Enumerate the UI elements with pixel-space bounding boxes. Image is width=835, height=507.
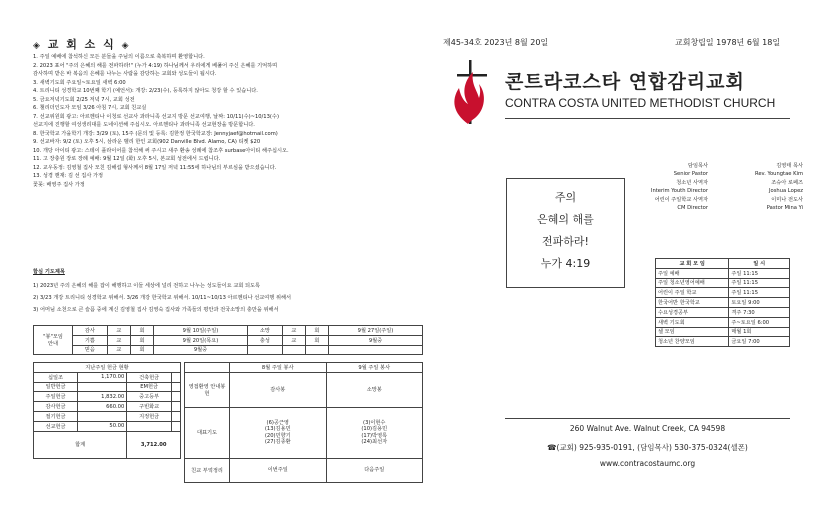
finance-cell xyxy=(172,411,181,421)
meeting-time: 매월 1회 xyxy=(729,327,790,337)
meetings-header: 교 회 모 임 xyxy=(656,259,729,269)
meeting-time: 주~토요일 6:00 xyxy=(729,317,790,327)
schedule-cell: 회 xyxy=(305,335,328,345)
news-item: 7. 선교위원회 광고: 아르헨티나 이청로 선교사 과라니족 선교지 방문 선교여행, 날짜: 10/11(수)~10/13(수) xyxy=(33,113,279,120)
staff-name xyxy=(708,179,803,195)
staff-name-ko: 이미나 전도사 xyxy=(771,197,803,203)
finance-cell: 중고등부 xyxy=(127,392,172,402)
meeting-name: 청소년 찬양모임 xyxy=(656,337,729,347)
news-item: 감사하며 받은 바 복음의 은혜를 나누는 사람을 감당하는 교회와 성도들이 됩시다. xyxy=(33,71,217,77)
staff-role xyxy=(628,162,708,178)
meeting-row xyxy=(656,327,790,337)
phone-text: (교회) 925-935-0191, (담임목사) 530-375-0324(셀폰) xyxy=(556,443,748,452)
finance-cell: 선교헌금 xyxy=(34,421,78,431)
staff-role xyxy=(628,179,708,195)
meeting-row xyxy=(656,317,790,327)
motto-line: 전파하라! xyxy=(542,235,589,248)
finance-row xyxy=(34,372,181,382)
meeting-time: 주일 11:15 xyxy=(729,288,790,298)
schedule-cell: 충성 xyxy=(247,335,282,345)
meeting-row xyxy=(656,278,790,288)
duty-aug: 감사봉 xyxy=(230,372,327,407)
news-item: 1. 주일 예배에 참석하신 모든 분들을 주님의 이름으로 축복하며 환영합니다. xyxy=(33,54,205,60)
diamond-icon: ◈ xyxy=(33,41,42,51)
duty-aug: 이번주일 xyxy=(230,458,327,482)
fellowship-schedule-table xyxy=(33,325,423,355)
news-item: 6. 챌리더인도자 모임 3/26 아침 7시, 교회 친교실 xyxy=(33,105,147,111)
finance-row xyxy=(34,392,181,402)
staff-name-ko: 김영태 목사 xyxy=(776,163,803,169)
news-item: 3. 새벽기도회 주요일~토요일 새벽 6:00 xyxy=(33,79,126,86)
finance-cell xyxy=(127,421,172,431)
staff-role-en: Senior Pastor xyxy=(673,171,708,177)
schedule-cell: 회 xyxy=(130,326,153,336)
finance-cell: 1,170.00 xyxy=(77,372,126,382)
duty-header-aug: 8월 주일 봉사 xyxy=(230,363,327,373)
news-item: 11. 고 장충원 장로 장례 예배: 9월 12일 (화) 오후 5시, 본교회 성전에서 드립니다. xyxy=(33,156,221,162)
schedule-cell: 소망 xyxy=(247,326,282,336)
schedule-cell: 회 xyxy=(130,335,153,345)
meeting-name: 주일 예배 xyxy=(656,268,729,278)
news-item: 8. 한국학교 가을학기 개강: 3/29 (토), 15주 (문의 및 등록: 김한정 한국학교장: Jennyjaef@hotmail.com) xyxy=(33,130,278,137)
prayer-list xyxy=(33,280,291,316)
motto-line: 주의 xyxy=(554,191,577,204)
finance-cell xyxy=(172,392,181,402)
meeting-time: 금요일 7:00 xyxy=(729,337,790,347)
schedule-cell: 감사 xyxy=(73,326,108,336)
staff-name-en: Rev. Youngtae Kim xyxy=(755,171,803,177)
finance-cell: 감사헌금 xyxy=(34,402,78,412)
church-address: 260 Walnut Ave. Walnut Creek, CA 94598 xyxy=(569,424,726,433)
motto-line: 은혜의 해를 xyxy=(537,213,594,226)
schedule-cell: 교 xyxy=(282,335,305,345)
schedule-cell: 9월중 xyxy=(328,335,422,345)
news-item: 9. 선교바자: 9/2 (토) 오후 5시, 삼라운 벨리 한인 교회(902 Danville Blvd. Alamo, CA) 티켓 $20 xyxy=(33,139,261,145)
finance-header: 지난주일 헌금 현황 xyxy=(34,363,181,373)
news-item: 선교지에 진행할 여성생리대를 도네이션해 주십시오. 아르헨티나 과라니족 선교현장을 방문합니다. xyxy=(33,122,255,128)
staff-role xyxy=(628,196,708,212)
duty-row xyxy=(185,458,423,482)
schedule-cell xyxy=(328,345,422,355)
meeting-name: 주일 청소년영어예배 xyxy=(656,278,729,288)
finance-cell: 지정헌금 xyxy=(127,411,172,421)
footer-divider xyxy=(505,418,790,419)
meeting-name: 수요성경공부 xyxy=(656,307,729,317)
staff-name xyxy=(708,162,803,178)
news-item: 10. 개당 아이티 광고: 스테이 플라이어를 참석해 써 주시고 새주 환송 성례에 참조후 surbase아이티 해주십시오. xyxy=(33,147,289,154)
phone-icon: ☎ xyxy=(547,443,557,452)
cross-and-flame-logo xyxy=(447,58,497,126)
finance-cell: 절기헌금 xyxy=(34,411,78,421)
meeting-row xyxy=(656,337,790,347)
finance-cell xyxy=(172,372,181,382)
prayer-title: 함심 기도제목 xyxy=(33,269,65,275)
duty-row xyxy=(185,372,423,407)
schedule-cell: 9월중 xyxy=(154,345,248,355)
church-website[interactable]: www.contracostaumc.org xyxy=(599,459,696,468)
schedule-cell: 교 xyxy=(107,326,130,336)
church-name-english: CONTRA COSTA UNITED METHODIST CHURCH xyxy=(505,96,776,110)
church-name-korean: 콘트라코스타 연합감리교회 xyxy=(505,71,745,93)
church-meetings-table xyxy=(655,258,790,347)
staff-list xyxy=(628,162,808,213)
news-item: 12. 교우동정: 김영철 집사 모친 김해섭 형사께서 8월 17일 저녁 11:55에 하나님의 부르심을 받으셨습니다. xyxy=(33,164,277,171)
motto-box xyxy=(506,178,625,288)
prayer-item: 2) 3/23 개강 트리니티 성경학교 위해서. 3/26 개강 한국학교 위해서. 10/11~10/13 아르헨티나 선교여행 위해서 xyxy=(33,295,291,301)
news-item: 4. 트리니티 성경학교 10번째 학기 (예언서): 개강: 2/23(수), 등록하지 않아도 청강 할 수 있습니다. xyxy=(33,88,258,94)
staff-role-ko: 청소년 사역자 xyxy=(676,180,708,186)
schedule-cell: 기쁨 xyxy=(73,335,108,345)
motto-reference: 누가 4:19 xyxy=(540,257,591,270)
schedule-label xyxy=(34,326,73,355)
staff-name-en: Joshua Lopez xyxy=(769,188,803,194)
finance-total-row xyxy=(34,431,181,458)
finance-cell: 건축헌금 xyxy=(127,372,172,382)
duty-header-row xyxy=(185,363,423,373)
church-phone xyxy=(505,442,790,453)
schedule-cell: 교 xyxy=(107,335,130,345)
staff-name-ko: 조슈아 로페즈 xyxy=(771,180,803,186)
founded-date: 교회창립일 1978년 6월 18일 xyxy=(675,38,781,47)
duty-label: 대표기도 xyxy=(185,407,230,458)
staff-role-en: CM Director xyxy=(677,205,708,211)
meeting-time: 주일 11:15 xyxy=(729,278,790,288)
meeting-row xyxy=(656,288,790,298)
prayer-item: 1) 2023년 주의 은혜의 해를 잡이 해행하고 이들 세상에 널리 전하고 나누는 성도들이요 교회 되도록 xyxy=(33,283,261,289)
finance-cell xyxy=(172,402,181,412)
schedule-label-line: 안내 xyxy=(47,341,59,348)
finance-cell: 십일조 xyxy=(34,372,78,382)
meeting-row xyxy=(656,298,790,308)
staff-entry xyxy=(628,196,808,212)
duty-sep: 소망봉 xyxy=(326,372,423,407)
news-item: 꽃꽂: 배영주 집사 가정 xyxy=(33,181,85,188)
schedule-cell: 교 xyxy=(107,345,130,355)
duty-label: 친교 부엌정리 xyxy=(185,458,230,482)
finance-cell xyxy=(77,411,126,421)
finance-row xyxy=(34,382,181,392)
offering-table xyxy=(33,362,181,459)
duty-row xyxy=(185,407,423,458)
schedule-cell: 9월 20일(목요) xyxy=(154,335,248,345)
duty-header-blank xyxy=(185,363,230,373)
schedule-cell xyxy=(305,345,328,355)
finance-total-label: 합계 xyxy=(34,431,127,458)
meetings-header: 일 시 xyxy=(729,259,790,269)
finance-row xyxy=(34,411,181,421)
header-divider xyxy=(505,118,790,119)
finance-cell xyxy=(172,382,181,392)
meeting-time: 주일 11:15 xyxy=(729,268,790,278)
finance-cell xyxy=(77,382,126,392)
schedule-cell xyxy=(282,345,305,355)
finance-header-row xyxy=(34,363,181,373)
meeting-row xyxy=(656,307,790,317)
duty-header-sep: 9월 주일 봉사 xyxy=(326,363,423,373)
staff-entry xyxy=(628,162,808,178)
meeting-name: 셀 모임 xyxy=(656,327,729,337)
finance-row xyxy=(34,421,181,431)
finance-total-value: 3,712.00 xyxy=(127,431,181,458)
finance-cell: EM헌금 xyxy=(127,382,172,392)
schedule-cell: 9월 10일(주일) xyxy=(154,326,248,336)
finance-cell: 1,832.00 xyxy=(77,392,126,402)
prayer-item: 3) 어머님 소천으로 큰 슬픔 중에 계신 김영철 집사 김영숙 집사와 가족들의 평안과 전국소망의 충만을 위해서 xyxy=(33,307,279,313)
finance-cell: 일반헌금 xyxy=(34,382,78,392)
issue-number: 제45-34호 2023년 8월 20일 xyxy=(443,38,549,47)
staff-entry xyxy=(628,179,808,195)
finance-cell: 주일헌금 xyxy=(34,392,78,402)
news-list xyxy=(33,53,423,189)
news-title xyxy=(33,36,131,52)
duty-sep: (3)이현수 (10)김용민 (17)박영록 (24)최선자 xyxy=(326,407,423,458)
service-duty-table xyxy=(184,362,423,483)
schedule-cell: 교 xyxy=(282,326,305,336)
diamond-icon: ◈ xyxy=(121,41,131,51)
finance-cell: 50.00 xyxy=(77,421,126,431)
schedule-cell xyxy=(247,345,282,355)
meeting-name: 새벽 기도회 xyxy=(656,317,729,327)
schedule-cell: 믿음 xyxy=(73,345,108,355)
schedule-row xyxy=(34,345,423,355)
news-item: 2. 2023 표어 "주의 은혜의 해를 전파하라!" (누가 4:19) 하나님께서 우리에게 베풀어 주신 은혜를 기억하며 xyxy=(33,62,278,69)
news-item: 5. 금요저녁기도회 2/25 저녁 7시, 교회 성전 xyxy=(33,96,135,103)
staff-role-ko: 담임목사 xyxy=(687,163,708,169)
schedule-cell: 9월 27일(주일) xyxy=(328,326,422,336)
staff-role-ko: 어린이 주일학교 사역자 xyxy=(654,197,708,203)
schedule-label-line: "봉"모임 xyxy=(43,334,63,341)
schedule-row xyxy=(34,326,423,336)
meeting-row xyxy=(656,268,790,278)
staff-role-en: Interim Youth Director xyxy=(650,188,708,194)
finance-cell xyxy=(172,421,181,431)
finance-cell: 660.00 xyxy=(77,402,126,412)
finance-row xyxy=(34,402,181,412)
meeting-time: 토요일 9:00 xyxy=(729,298,790,308)
schedule-row xyxy=(34,335,423,345)
schedule-cell: 회 xyxy=(130,345,153,355)
meeting-time: 격주 7:30 xyxy=(729,307,790,317)
staff-name-en: Pastor Mina Yi xyxy=(766,205,803,211)
finance-cell: 구빈화교 xyxy=(127,402,172,412)
news-title-text: 교 회 소 식 xyxy=(47,38,116,51)
meeting-name: 어린이 주일 학교 xyxy=(656,288,729,298)
news-item: 13. 성경 핸재: 김 선 집사 가정 xyxy=(33,173,104,179)
schedule-cell: 회 xyxy=(305,326,328,336)
duty-aug: (6)공근영 (13)김용민 (20)민향기 (27)김종환 xyxy=(230,407,327,458)
staff-name xyxy=(708,196,803,212)
duty-label: 영접환영 안내봉헌 xyxy=(185,372,230,407)
duty-sep: 다음주일 xyxy=(326,458,423,482)
meeting-name: 한국어반 한국학교 xyxy=(656,298,729,308)
